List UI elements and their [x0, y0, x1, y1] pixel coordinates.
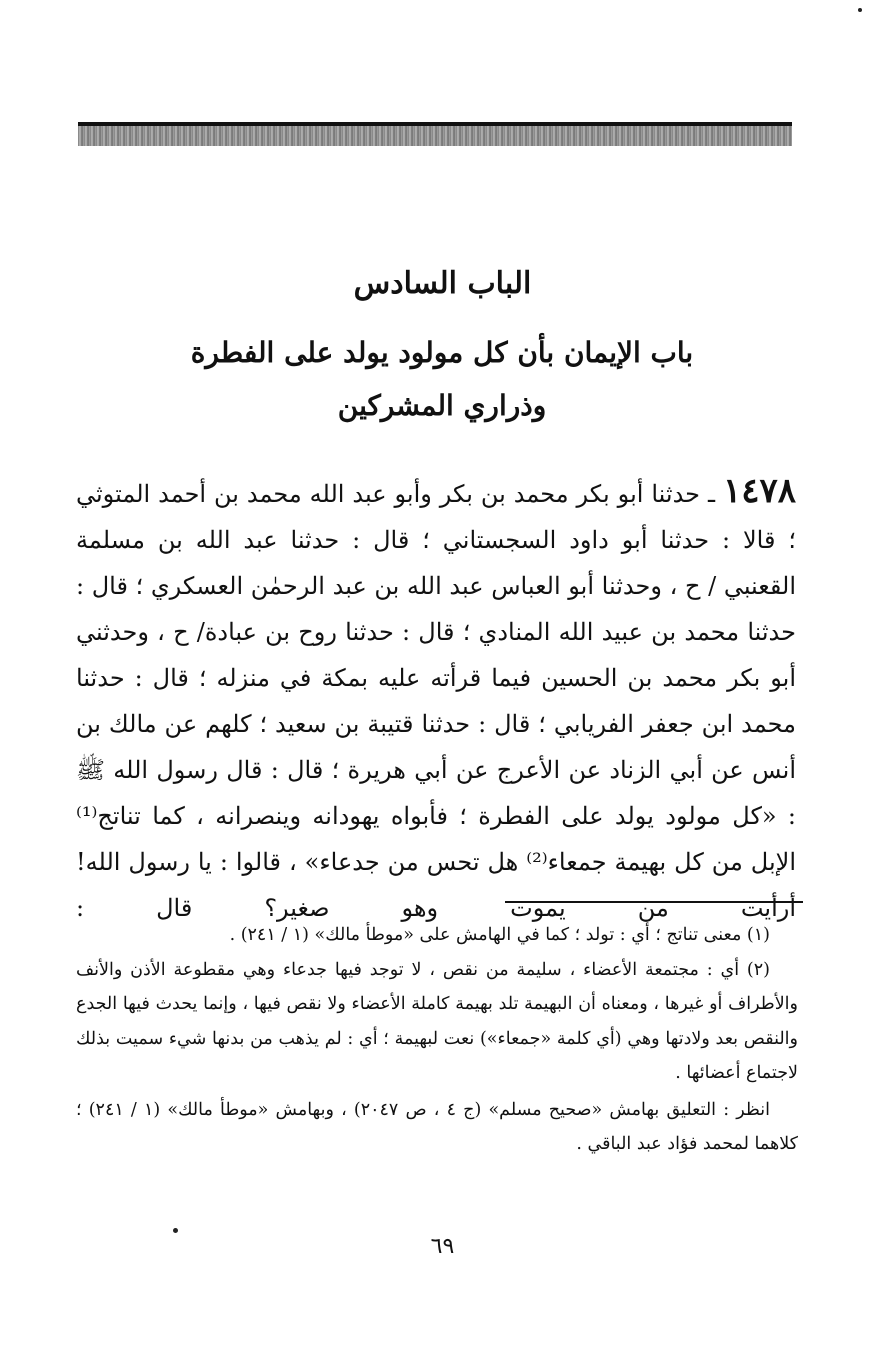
chapter-title: الباب السادس: [353, 266, 532, 301]
hadith-text: ـ حدثنا أبو بكر محمد بن بكر وأبو عبد الله محمد بن أحمد المتوثي ؛ قالا : حدثنا أبو داود السجستاني ؛ قال : حدثنا عبد الله بن مسلمة القعنبي / ح ، وحدثنا أبو العباس عبد الله بن عبد الرحمٰن العسكري ؛ قال : حدثنا محمد بن عبيد الله المنادي ؛ قال : حدثنا روح بن عبادة/ ح ، وحدثني أبو بكر محمد بن الحسين فيما قرأته عليه بمكة في منزله ؛ قال : حدثنا محمد ابن جعفر الفريابي ؛ قال : حدثنا قتيبة بن سعيد ؛ كلهم عن مالك بن أنس عن أبي الزناد عن الأعرج عن أبي هريرة ؛ قال : قال رسول الله ﷺ : «كل مولود يولد على الفطرة ؛ فأبواه يهودانه وينصرانه ، كما تناتج⁽¹⁾ الإبل من كل بهيمة جمعاء⁽²⁾ هل تحس من جدعاء» ، قالوا : يا رسول الله! أرأيت من يموت وهو صغير؟ قال :: [76, 480, 797, 922]
chapter-subtitle-line-1: باب الإيمان بأن كل مولود يولد على الفطرة: [190, 336, 694, 369]
header-rule: [78, 122, 792, 146]
hadith-number: ١٤٧٨: [722, 471, 796, 511]
hadith-paragraph: [76, 468, 796, 931]
footnotes: [76, 918, 798, 1162]
print-speck: [173, 1228, 178, 1233]
chapter-subtitle-line-2: وذراري المشركين: [337, 389, 547, 422]
chapter-subtitle: [142, 326, 742, 432]
footnote-separator: [505, 901, 803, 903]
page-number: ٦٩: [430, 1234, 455, 1259]
footnote-2: (٢) أي : مجتمعة الأعضاء ، سليمة من نقص ، لا توجد فيها جدعاء وهي مقطوعة الأذن والأنف والأطراف أو غيرها ، ومعناه أن البهيمة تلد بهيمة كاملة الأعضاء ولا نقص فيها ، وإنما يحدث فيها الجدع والنقص بعد ولادتها وهي (أي كلمة «جمعاء») نعت لبهيمة ؛ أي : لم يذهب من بدنها شيء سميت بذلك لاجتماع أعضائها .: [76, 959, 798, 1083]
footnote-3: انظر : التعليق بهامش «صحيح مسلم» (ج ٤ ، ص ٢٠٤٧) ، وبهامش «موطأ مالك» (١ / ٢٤١) ؛ كلاهما لمحمد فؤاد عبد الباقي .: [76, 1099, 798, 1154]
footnote-1: (١) معنى تناتج ؛ أي : تولد ؛ كما في الهامش على «موطأ مالك» (١ / ٢٤١) .: [229, 925, 770, 945]
print-speck: [858, 8, 862, 12]
